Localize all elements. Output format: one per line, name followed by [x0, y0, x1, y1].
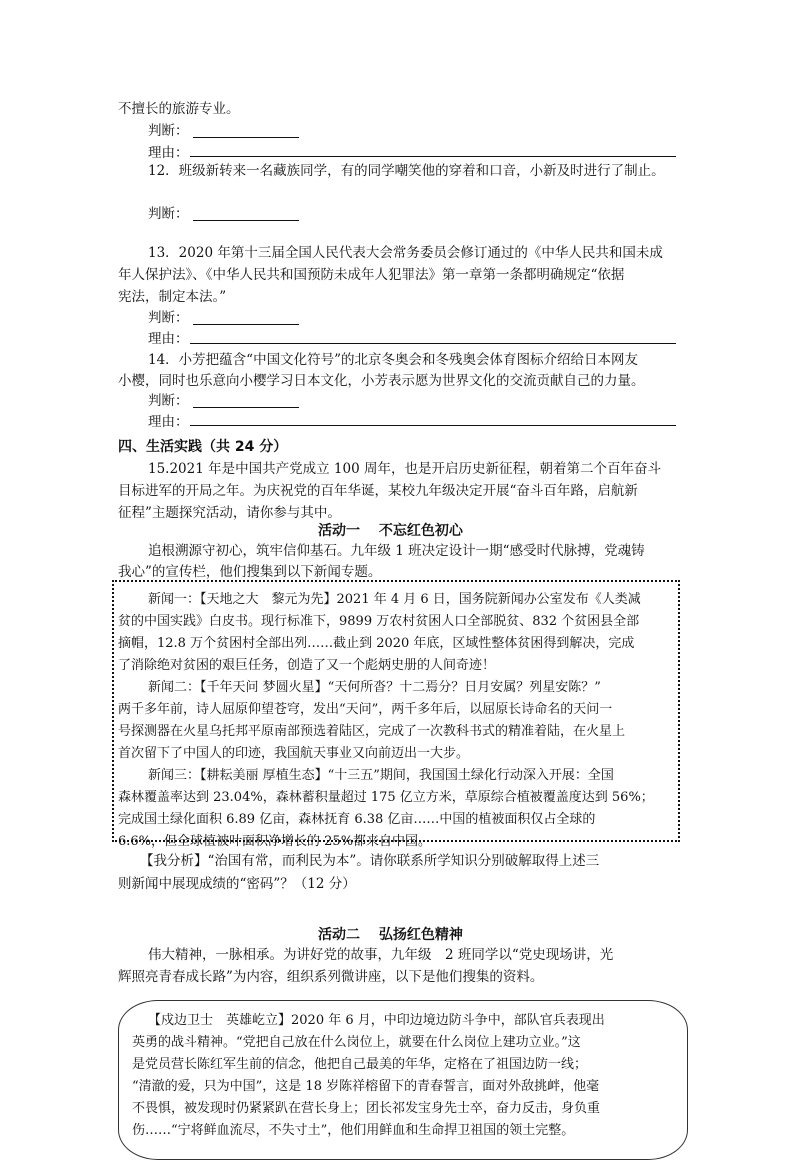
q12-judge-label: 判断： [148, 206, 189, 222]
q14-reason-label: 理由： [148, 414, 189, 430]
q12-judge-blank[interactable] [193, 206, 299, 221]
news-line: 完成国土绿化面积 6.89 亿亩，森林抚育 6.38 亿亩……中国的植被面积仅占全球的 [118, 812, 596, 827]
q15-line2: 目标进军的开局之年。为庆祝党的百年华诞，某校九年级决定开展“奋斗百年路，启航新 [118, 483, 638, 499]
news-line: 摘帽，12.8 万个贫困村全部出列……截止到 2020 年底，区域性整体贫困得到解决，完成 [118, 636, 635, 651]
story-line: 英勇的战斗精神。“党把自己放在什么岗位上，就要在什么岗位上建功立业。”这 [132, 1035, 581, 1050]
activity1-line1: 追根溯源守初心，筑牢信仰基石。九年级 1 班决定设计一期“感受时代脉搏，党魂铸 [148, 543, 645, 559]
story-line: 伤……“宁将鲜血流尽，不失寸土”，他们用鲜血和生命捍卫祖国的领土完整。 [132, 1123, 575, 1138]
news-line: 新闻二：【千年天问 梦圆火星】“天何所沓？十二焉分？日月安属？列星安陈？” [148, 680, 601, 695]
story-line: “清澈的爱，只为中国”，这是 18 岁陈祥榕留下的青春誓言，面对外敌挑衅，他毫 [132, 1079, 600, 1094]
news-line: 新闻三：【耕耘美丽 厚植生态】“十三五”期间，我国国土绿化行动深入开展：全国 [148, 768, 614, 783]
q13-reason-label: 理由： [148, 331, 189, 347]
section4-heading: 四、生活实践（共 24 分） [118, 439, 288, 455]
q13-line3: 宪法，制定本法。” [118, 289, 227, 305]
q13-judge-row [148, 307, 299, 329]
news-line: 了消除绝对贫困的艰巨任务，创造了又一个彪炳史册的人间奇迹！ [118, 658, 496, 673]
analysis-line2: 则新闻中展现成绩的“密码”？（12 分） [118, 876, 356, 892]
news-line: 首次留下了中国人的印迹，我国航天事业又向前迈出一大步。 [118, 746, 470, 761]
q12-text: 12．班级新转来一名藏族同学，有的同学嘲笑他的穿着和口音，小新及时进行了制止。 [148, 163, 665, 179]
activity1-line2: 我心”的宣传栏，他们搜集到以下新闻专题。 [118, 564, 382, 580]
news-line: 森林覆盖率达到 23.04%，森林蓄积量超过 175 亿立方米，草原综合植被覆盖度达到 56%； [118, 790, 654, 805]
news-line: 号探测器在火星乌托邦平原南部预选着陆区，完成了一次教科书式的精准着陆，在火星上 [118, 724, 626, 739]
q13-judge-label: 判断： [148, 310, 189, 326]
q13-reason-blank[interactable] [190, 342, 676, 344]
news-line: 新闻一：【天地之大 黎元为先】2021 年 4 月 6 日，国务院新闻办公室发布《人类减 [148, 592, 641, 607]
q13-line1: 13．2020 年第十三届全国人民代表大会常务委员会修订通过的《中华人民共和国未成 [148, 245, 663, 261]
news-line: 两千多年前，诗人屈原仰望苍穹，发出“天问”，两千多年后，以屈原长诗命名的天问一 [118, 702, 613, 717]
q11-judge-label: 判断： [148, 123, 189, 139]
q11-judge-blank[interactable] [193, 123, 299, 138]
story-line: 【戍边卫士 英雄屹立】2020 年 6 月，中印边境边防斗争中，部队官兵表现出 [148, 1013, 605, 1028]
q14-judge-label: 判断： [148, 393, 189, 409]
q14-judge-blank[interactable] [193, 393, 299, 408]
q11-reason-label: 理由： [148, 145, 189, 161]
q13-judge-blank[interactable] [193, 310, 299, 325]
q14-reason-blank[interactable] [190, 424, 676, 426]
activity2-line1: 伟大精神，一脉相承。为讲好党的故事，九年级 2 班同学以“党史现场讲，光 [148, 947, 614, 963]
news-line: 6.6%，但全球植被叶面积净增长的 25%都来自中国。 [118, 834, 432, 849]
q14-line2: 小樱，同时也乐意向小樱学习日本文化，小芳表示愿为世界文化的交流贡献自己的力量。 [118, 373, 645, 389]
q15-line1: 15.2021 年是中国共产党成立 100 周年，也是开启历史新征程，朝着第二个百年奋斗 [148, 461, 661, 477]
activity2-title: 活动二 弘扬红色精神 [318, 927, 463, 943]
activity2-line2: 辉照亮青春成长路”为内容，组织系列微讲座，以下是他们搜集的资料。 [118, 969, 544, 985]
activity1-title: 活动一 不忘红色初心 [318, 523, 463, 539]
q14-judge-row [148, 390, 299, 412]
story-line: 不畏惧，被发现时仍紧紧趴在营长身上；团长祁发宝身先士卒，奋力反击，身负重 [132, 1101, 601, 1116]
story-line: 是党员营长陈红军生前的信念，他把自己最美的年华，定格在了祖国边防一线； [132, 1057, 588, 1072]
q11-continuation: 不擅长的旅游专业。 [118, 101, 240, 117]
q14-line1: 14．小芳把蕴含“中国文化符号”的北京冬奥会和冬残奥会体育图标介绍给日本网友 [148, 352, 638, 368]
q13-line2: 年人保护法》、《中华人民共和国预防未成年人犯罪法》第一章第一条都明确规定“依据 [118, 267, 625, 283]
q11-judge-row [148, 120, 299, 142]
q11-reason-blank[interactable] [190, 155, 676, 157]
q12-judge-row [148, 203, 299, 225]
analysis-line1: 【我分析】“治国有常，而利民为本”。请你联系所学知识分别破解取得上述三 [140, 853, 600, 869]
q15-line3: 征程”主题探究活动，请你参与其中。 [118, 505, 341, 521]
news-line: 贫的中国实践》白皮书。现行标准下，9899 万农村贫困人口全部脱贫、832 个贫困县全部 [118, 614, 640, 629]
